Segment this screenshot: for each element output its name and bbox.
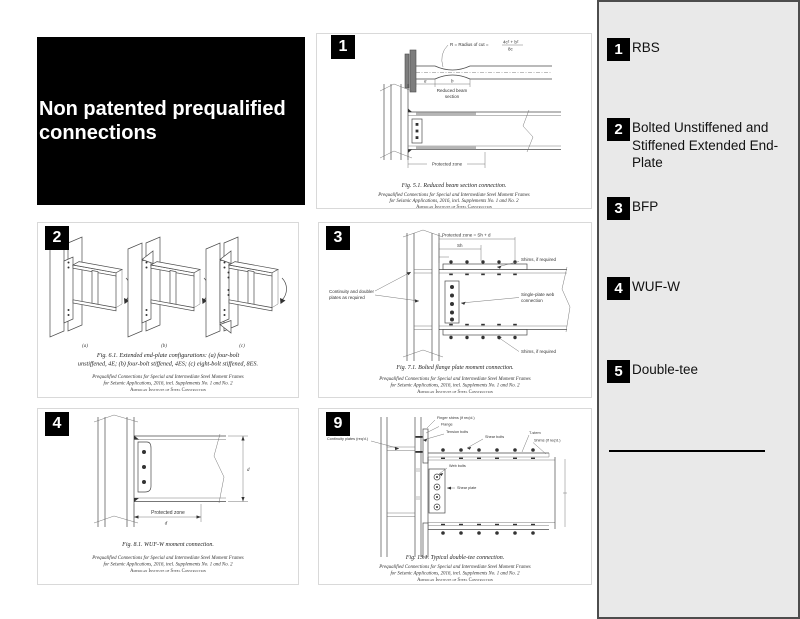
sidebar-item-number-badge: 3 [607, 197, 630, 220]
bfp-figure-drawing [319, 223, 591, 397]
panel-number-badge: 9 [326, 412, 350, 436]
double-tee-web-bolts-label: Web bolts [449, 464, 466, 468]
panel-number-badge: 1 [331, 35, 355, 59]
rbs-reduced-label-1: Reduced beam [436, 88, 468, 93]
sidebar-item-rbs[interactable] [607, 38, 784, 61]
rbs-dim-a: a [424, 79, 427, 85]
rbs-protected-zone-label: Protected zone [431, 161, 463, 167]
page-title: Non patented prequalified connections [39, 98, 286, 144]
wufw-dim-d-bottom: d [164, 521, 168, 527]
bfp-caption: Fig. 7.1. Bolted flange plate moment connection. [396, 365, 514, 371]
end-plate-label-b: (b) [161, 344, 167, 349]
panel-number-badge: 2 [45, 226, 69, 250]
panel-number-badge: 3 [326, 226, 350, 250]
sidebar-item-label: Bolted Unstiffened and Stiffened Extended End-Plate [632, 120, 779, 171]
panel-bfp [318, 222, 592, 398]
credit-line-2: for Seismic Applications, 2016, incl. Supplements No. 1 and No. 2 [103, 381, 233, 387]
credit-line-3: American Institute of Steel Construction [417, 578, 493, 583]
sidebar-item-number-badge: 2 [607, 118, 630, 141]
credit-line-1: Prequalified Connections for Special and Intermediate Steel Moment Frames [378, 193, 530, 198]
sidebar-item-bfp[interactable] [607, 197, 784, 220]
wufw-dim-d-right: d [247, 468, 250, 473]
bfp-web-label-1: Single-plate web [521, 292, 555, 297]
sidebar-item-label: Double-tee [632, 362, 699, 377]
sidebar-item-number-badge: 1 [607, 38, 630, 61]
panel-end-plate [37, 222, 299, 398]
bfp-continuity-label-2: plates as required [329, 295, 365, 300]
double-tee-shear-bolts-label: Shear bolts [485, 435, 505, 439]
double-tee-finger-shims-label: Finger shims (if req'd.) [437, 416, 475, 420]
sidebar-item-end-plate[interactable] [607, 118, 784, 172]
panel-wufw [37, 408, 299, 585]
rbs-radius-denominator: 8c [508, 46, 513, 52]
rbs-dim-b: b [451, 79, 454, 85]
bfp-shims-bottom-label: Shims, if required [521, 349, 557, 354]
double-tee-caption: Fig. 13.1. Typical double-tee connection. [405, 555, 505, 561]
rbs-radius-numerator: 4c² + b² [503, 39, 519, 45]
end-plate-caption-line-2: unstiffened, 4E; (b) four-bolt stiffened, 4ES; (c) eight-bolt stiffened, 8ES. [77, 360, 259, 368]
end-plate-figure-drawing [38, 223, 298, 397]
rbs-radius-label: R = Radius of cut = [450, 42, 489, 47]
double-tee-flange-label: Flange [441, 422, 453, 427]
credit-line-2: for Seismic Applications, 2016, incl. Supplements No. 1 and No. 2 [103, 562, 233, 568]
rbs-reduced-label-2: section [444, 94, 460, 99]
credit-line-3: American Institute of Steel Construction [416, 205, 492, 208]
sidebar-item-label: RBS [632, 40, 660, 55]
sidebar-item-wufw[interactable] [607, 277, 784, 300]
legend-sidebar [597, 0, 800, 619]
credit-line-3: American Institute of Steel Construction [130, 388, 206, 393]
sidebar-item-label: BFP [632, 199, 659, 214]
credit-line-1: Prequalified Connections for Special and Intermediate Steel Moment Frames [379, 565, 531, 570]
credit-line-3: American Institute of Steel Construction [417, 390, 493, 395]
end-plate-caption-line-1: Fig. 6.1. Extended end-plate configurations: (a) four-bolt [96, 352, 240, 359]
double-tee-t-stem-label: T-stem [529, 431, 541, 435]
wufw-figure-drawing [38, 409, 298, 584]
double-tee-shear-plate-label: Shear plate [457, 486, 477, 490]
credit-line-2: for Seismic Applications, 2016, incl. Supplements No. 1 and No. 2 [390, 383, 520, 389]
sidebar-item-double-tee[interactable] [607, 360, 784, 383]
wufw-protected-zone-label: Protected zone [151, 510, 185, 516]
double-tee-continuity-plates-label: Continuity plates (req'd.) [327, 437, 369, 441]
credit-line-1: Prequalified Connections for Special and Intermediate Steel Moment Frames [92, 556, 244, 561]
panel-double-tee [318, 408, 592, 585]
credit-line-2: for Seismic Applications, 2016, incl. Supplements No. 1 and No. 2 [389, 199, 519, 204]
sidebar-item-number-badge: 4 [607, 277, 630, 300]
credit-line-1: Prequalified Connections for Special and Intermediate Steel Moment Frames [379, 377, 531, 382]
double-tee-tension-bolts-label: Tension bolts [446, 430, 469, 434]
wufw-caption: Fig. 8.1. WUF-W moment connection. [122, 542, 214, 548]
end-plate-label-c: (c) [239, 344, 245, 349]
bfp-protected-zone-label: Protected zone = Sh + d [442, 232, 491, 238]
bfp-continuity-label-1: Continuity and doubler [329, 289, 375, 294]
sidebar-item-label: WUF-W [632, 279, 680, 294]
credit-line-2: for Seismic Applications, 2016, incl. Supplements No. 1 and No. 2 [390, 571, 520, 577]
end-plate-label-a: (a) [82, 344, 88, 349]
credit-line-3: American Institute of Steel Construction [130, 569, 206, 574]
credit-line-1: Prequalified Connections for Special and Intermediate Steel Moment Frames [92, 375, 244, 380]
bfp-web-label-2: connection [521, 298, 543, 303]
sidebar-item-number-badge: 5 [607, 360, 630, 383]
bfp-shims-top-label: Shims, if required [521, 257, 557, 262]
double-tee-figure-drawing [319, 409, 591, 584]
rbs-figure-drawing [317, 34, 591, 208]
double-tee-shims-label: Shims (if req'd.) [534, 438, 561, 443]
sidebar-divider [609, 450, 765, 452]
bfp-sh-label: Sh [457, 243, 463, 248]
panel-rbs [316, 33, 592, 209]
panel-number-badge: 4 [45, 412, 69, 436]
title-box [37, 37, 305, 205]
rbs-caption: Fig. 5.1. Reduced beam section connection. [401, 183, 507, 189]
